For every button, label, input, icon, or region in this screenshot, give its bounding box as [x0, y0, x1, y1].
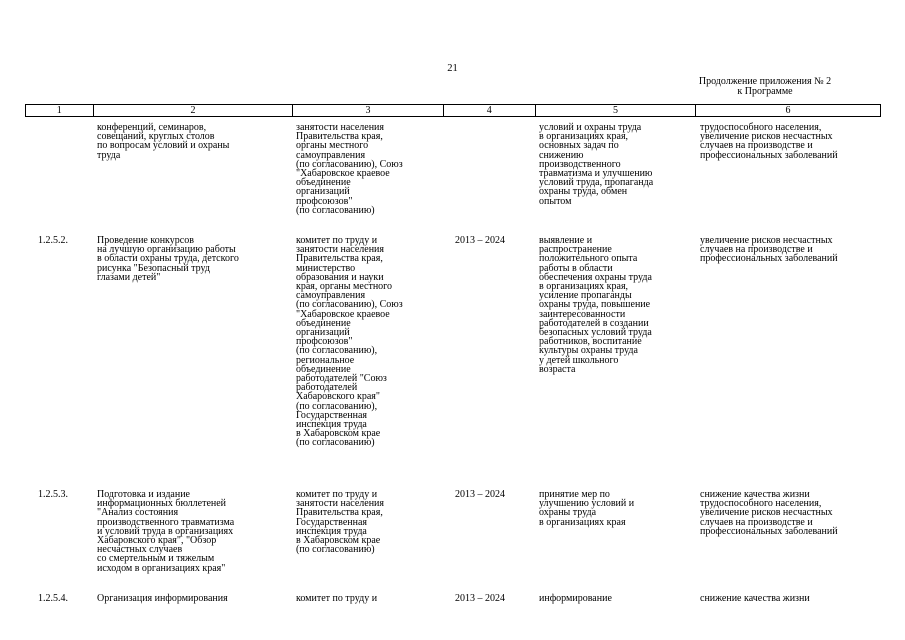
column-number: 6 — [696, 105, 881, 117]
result-text: выявление и распространение положительного опыта работы в области обеспечения охраны труда в организациях края, усиление пропаганды охраны труда, повышение заинтересованности работодателей в создании безопасных условий труда работников, воспитание культуры охраны труда у детей школьного возраста — [539, 235, 652, 375]
result-text: условий и охраны труда в организациях края, основных задач по снижению производственного травматизма и улучшению условий труда, пропаганда охраны труда, обмен опытом — [539, 122, 654, 207]
result-text: принятие мер по улучшению условий и охраны труда в организациях края — [539, 489, 635, 528]
continuation-note: Продолжение приложения № 2 к Программе — [698, 76, 832, 97]
result-text: информирование — [539, 593, 612, 604]
effect-text: увеличение рисков несчастных случаев на производстве и профессиональных заболеваний — [700, 235, 838, 265]
item-number: 1.2.5.2. — [38, 235, 68, 246]
period-text: 2013 – 2024 — [455, 235, 505, 246]
effect-text: трудоспособного населения, увеличение рисков несчастных случаев на производстве и профессиональных заболеваний — [700, 122, 838, 161]
period-text: 2013 – 2024 — [455, 489, 505, 500]
executors-text: комитет по труду и занятости населения Правительства края, Государственная инспекция труда в Хабаровском крае (по согласованию) — [296, 489, 385, 556]
item-number: 1.2.5.4. — [38, 593, 68, 604]
page-number: 21 — [447, 63, 458, 74]
column-number: 4 — [443, 105, 535, 117]
event-text: конференций, семинаров, совещаний, круглых столов по вопросам условий и охраны труда — [97, 122, 230, 161]
column-number: 2 — [93, 105, 293, 117]
effect-text: снижение качества жизни — [700, 593, 810, 604]
executors-text: занятости населения Правительства края, органы местного самоуправления (по согласованию), Союз "Хабаровское краевое объединение организаций профсоюзов" (по согласованию) — [296, 122, 403, 216]
column-number: 3 — [293, 105, 443, 117]
column-number: 5 — [536, 105, 696, 117]
period-text: 2013 – 2024 — [455, 593, 505, 604]
event-text: Проведение конкурсов на лучшую организацию работы в области охраны труда, детского рисунка "Безопасный труд глазами детей" — [97, 235, 239, 283]
executors-text: комитет по труду и занятости населения Правительства края, министерство образования и науки края, органы местного самоуправления (по согласованию), Союз "Хабаровское краевое объединение организаций профсоюзов" (по согласованию), региональное объединение работодателей "Союз работодателей Хабаровского края" (по согласованию), Государственная инспекция труда в Хабаровском крае (по согласованию) — [296, 235, 403, 449]
event-text: Подготовка и издание информационных бюллетеней "Анализ состояния производственного травматизма и условий труда в организациях Хабаровского края", "Обзор несчастных случаев со смертельным и тяжелым исходом в организациях края" — [97, 489, 235, 574]
column-number: 1 — [26, 105, 94, 117]
effect-text: снижение качества жизни трудоспособного населения, увеличение рисков несчастных случаев на производстве и профессиональных заболеваний — [700, 489, 838, 537]
event-text: Организация информирования — [97, 593, 228, 604]
executors-text: комитет по труду и — [296, 593, 378, 604]
item-number: 1.2.5.3. — [38, 489, 68, 500]
column-number-header — [25, 104, 881, 117]
